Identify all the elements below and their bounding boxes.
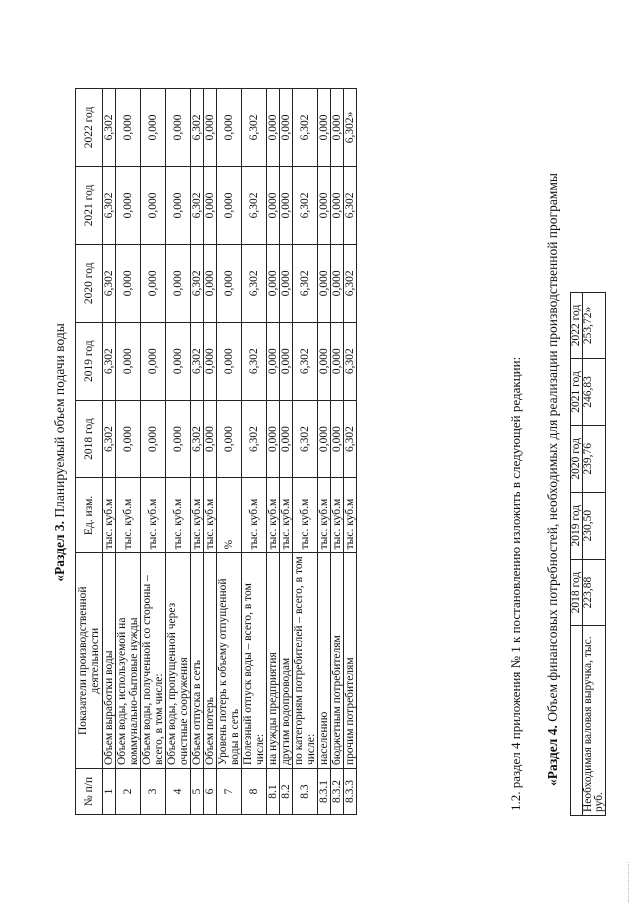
- row-num: 8: [242, 769, 267, 815]
- row-num: 8.1: [267, 769, 280, 815]
- row-indicator: бюджетным потребителям: [331, 553, 344, 769]
- row-2018: 6,302: [242, 400, 267, 478]
- row-unit: тыс. куб.м: [116, 478, 141, 553]
- water-supply-table: [75, 88, 357, 815]
- header-num: № п/п: [76, 769, 103, 815]
- fin-header-row: [571, 293, 583, 816]
- row-2019: 0,000: [204, 322, 217, 400]
- table-row: [344, 89, 357, 815]
- row-num: 6: [204, 769, 217, 815]
- fin-header-2019: 2019 год: [571, 492, 583, 559]
- fin-value-2021: 246,83: [583, 358, 606, 425]
- row-num: 8.3.1: [318, 769, 331, 815]
- row-num: 1: [103, 769, 116, 815]
- row-unit: тыс. куб.м: [318, 478, 331, 553]
- row-indicator: Уровень потерь к объему отпущенной воды в сеть: [217, 553, 242, 769]
- table-row: [166, 89, 191, 815]
- row-unit: тыс. куб.м: [267, 478, 280, 553]
- row-2018: 6,302: [344, 400, 357, 478]
- section3-title-text: Планируемый объем подачи воды: [52, 323, 67, 521]
- fin-row-label: Необходимая валовая выручка, тыс. руб.: [583, 626, 606, 816]
- row-2018: 6,302: [103, 400, 116, 478]
- row-unit: тыс. куб.м: [331, 478, 344, 553]
- amendment-paragraph: 1.2. раздел 4 приложения № 1 к постановлению изложить в следующей редакции:: [508, 356, 523, 811]
- row-indicator: Объем воды, используемой на коммунально-бытовые нужды: [116, 553, 141, 769]
- row-2019: 6,302: [242, 322, 267, 400]
- fin-value-2022: 253,72»: [583, 293, 606, 359]
- row-num: 7: [217, 769, 242, 815]
- row-2018: 0,000: [217, 400, 242, 478]
- row-2019: 0,000: [217, 322, 242, 400]
- header-indicator: Показатели производственной деятельности: [76, 553, 103, 769]
- row-2018: 6,302: [293, 400, 318, 478]
- row-2022: 0,000: [331, 89, 344, 167]
- row-unit: тыс. куб.м: [204, 478, 217, 553]
- fin-header-2018: 2018 год: [571, 559, 583, 626]
- section3-title: [52, 100, 68, 805]
- row-2022: 0,000: [318, 89, 331, 167]
- table-row: [318, 89, 331, 815]
- row-unit: %: [217, 478, 242, 553]
- row-num: 8.2: [280, 769, 293, 815]
- row-2020: 6,302: [344, 244, 357, 322]
- row-2021: 0,000: [331, 166, 344, 244]
- row-2018: 0,000: [166, 400, 191, 478]
- row-2021: 0,000: [267, 166, 280, 244]
- section4-title-text: Объем финансовых потребностей, необходимых для реализации производственной программы: [545, 173, 560, 726]
- fin-header-2020: 2020 год: [571, 425, 583, 492]
- row-unit: тыс. куб.м: [344, 478, 357, 553]
- row-num: 8.3: [293, 769, 318, 815]
- row-2021: 0,000: [217, 166, 242, 244]
- row-2020: 6,302: [191, 244, 204, 322]
- row-unit: тыс. куб.м: [141, 478, 166, 553]
- table-row: [103, 89, 116, 815]
- table-row: [293, 89, 318, 815]
- row-2020: 0,000: [166, 244, 191, 322]
- row-2020: 0,000: [267, 244, 280, 322]
- row-2021: 0,000: [318, 166, 331, 244]
- row-2022: 0,000: [280, 89, 293, 167]
- row-2022: 6,302»: [344, 89, 357, 167]
- row-2022: 0,000: [116, 89, 141, 167]
- row-2018: 6,302: [191, 400, 204, 478]
- row-unit: тыс. куб.м: [191, 478, 204, 553]
- row-2020: 0,000: [331, 244, 344, 322]
- row-2019: 6,302: [344, 322, 357, 400]
- row-2019: 0,000: [318, 322, 331, 400]
- table-row: [116, 89, 141, 815]
- table-header-row: [76, 89, 103, 815]
- row-2022: 0,000: [166, 89, 191, 167]
- row-num: 2: [116, 769, 141, 815]
- row-2019: 6,302: [293, 322, 318, 400]
- table-row: [204, 89, 217, 815]
- row-unit: тыс. куб.м: [103, 478, 116, 553]
- row-unit: тыс. куб.м: [293, 478, 318, 553]
- financial-needs-table: [570, 292, 606, 816]
- row-2019: 6,302: [103, 322, 116, 400]
- row-2021: 0,000: [280, 166, 293, 244]
- row-2022: 6,302: [293, 89, 318, 167]
- row-2020: 6,302: [293, 244, 318, 322]
- row-indicator: Объем воды, пропущенной через очистные сооружения: [166, 553, 191, 769]
- row-2020: 0,000: [318, 244, 331, 322]
- row-2021: 6,302: [344, 166, 357, 244]
- row-2021: 6,302: [191, 166, 204, 244]
- row-unit: тыс. куб.м: [242, 478, 267, 553]
- section3-prefix: «Раздел 3.: [52, 520, 67, 582]
- row-indicator: другим водопроводам: [280, 553, 293, 769]
- row-2021: 0,000: [116, 166, 141, 244]
- row-2022: 0,000: [141, 89, 166, 167]
- row-unit: тыс. куб.м: [280, 478, 293, 553]
- fin-value-2018: 223,88: [583, 559, 606, 626]
- row-2022: 6,302: [191, 89, 204, 167]
- row-indicator: Объем потерь: [204, 553, 217, 769]
- fin-header-2021: 2021 год: [571, 358, 583, 425]
- row-2019: 6,302: [191, 322, 204, 400]
- row-2019: 0,000: [116, 322, 141, 400]
- header-2020: 2020 год: [76, 244, 103, 322]
- table-row: [280, 89, 293, 815]
- section4-prefix: «Раздел 4.: [545, 725, 560, 786]
- row-num: 8.3.2: [331, 769, 344, 815]
- row-num: 5: [191, 769, 204, 815]
- row-indicator: Полезный отпуск воды – всего, в том числе:: [242, 553, 267, 769]
- header-2019: 2019 год: [76, 322, 103, 400]
- row-indicator: Объем отпуска в сеть: [191, 553, 204, 769]
- table-row: [217, 89, 242, 815]
- table-row: [242, 89, 267, 815]
- row-2021: 0,000: [166, 166, 191, 244]
- row-indicator: Объем выработки воды: [103, 553, 116, 769]
- section4-title: [545, 173, 561, 786]
- row-num: 8.3.3: [344, 769, 357, 815]
- header-unit: Ед. изм.: [76, 478, 103, 553]
- row-2020: 0,000: [217, 244, 242, 322]
- row-2021: 6,302: [293, 166, 318, 244]
- row-2020: 6,302: [242, 244, 267, 322]
- row-2020: 0,000: [116, 244, 141, 322]
- row-2021: 0,000: [204, 166, 217, 244]
- row-num: 4: [166, 769, 191, 815]
- row-2022: 0,000: [267, 89, 280, 167]
- row-2022: 0,000: [204, 89, 217, 167]
- table-row: [267, 89, 280, 815]
- header-2018: 2018 год: [76, 400, 103, 478]
- row-2022: 0,000: [217, 89, 242, 167]
- row-2020: 0,000: [141, 244, 166, 322]
- row-2021: 6,302: [242, 166, 267, 244]
- row-2018: 0,000: [331, 400, 344, 478]
- table-row: [141, 89, 166, 815]
- row-2022: 6,302: [103, 89, 116, 167]
- row-indicator: населению: [318, 553, 331, 769]
- row-2019: 0,000: [280, 322, 293, 400]
- fin-header-label: [571, 626, 583, 816]
- fin-data-row: [583, 293, 606, 816]
- row-2022: 6,302: [242, 89, 267, 167]
- scan-mark: [628, 862, 632, 902]
- row-indicator: Объем воды, полученной со стороны – всего, в том числе:: [141, 553, 166, 769]
- row-indicator: на нужды предприятия: [267, 553, 280, 769]
- row-2019: 0,000: [141, 322, 166, 400]
- row-2018: 0,000: [267, 400, 280, 478]
- row-2020: 6,302: [103, 244, 116, 322]
- row-2020: 0,000: [280, 244, 293, 322]
- row-2018: 0,000: [204, 400, 217, 478]
- table-body: [103, 89, 357, 815]
- row-unit: тыс. куб.м: [166, 478, 191, 553]
- row-num: 3: [141, 769, 166, 815]
- table-row: [191, 89, 204, 815]
- row-2020: 0,000: [204, 244, 217, 322]
- fin-value-2019: 230,50: [583, 492, 606, 559]
- header-2021: 2021 год: [76, 166, 103, 244]
- table-row: [331, 89, 344, 815]
- row-indicator: по категориям потребителей – всего, в том числе:: [293, 553, 318, 769]
- fin-value-2020: 239,76: [583, 425, 606, 492]
- row-2018: 0,000: [141, 400, 166, 478]
- header-2022: 2022 год: [76, 89, 103, 167]
- row-2019: 0,000: [166, 322, 191, 400]
- fin-header-2022: 2022 год: [571, 293, 583, 359]
- row-2018: 0,000: [116, 400, 141, 478]
- row-2019: 0,000: [267, 322, 280, 400]
- row-indicator: прочим потребителям: [344, 553, 357, 769]
- row-2019: 0,000: [331, 322, 344, 400]
- row-2018: 0,000: [318, 400, 331, 478]
- row-2021: 6,302: [103, 166, 116, 244]
- row-2021: 0,000: [141, 166, 166, 244]
- row-2018: 0,000: [280, 400, 293, 478]
